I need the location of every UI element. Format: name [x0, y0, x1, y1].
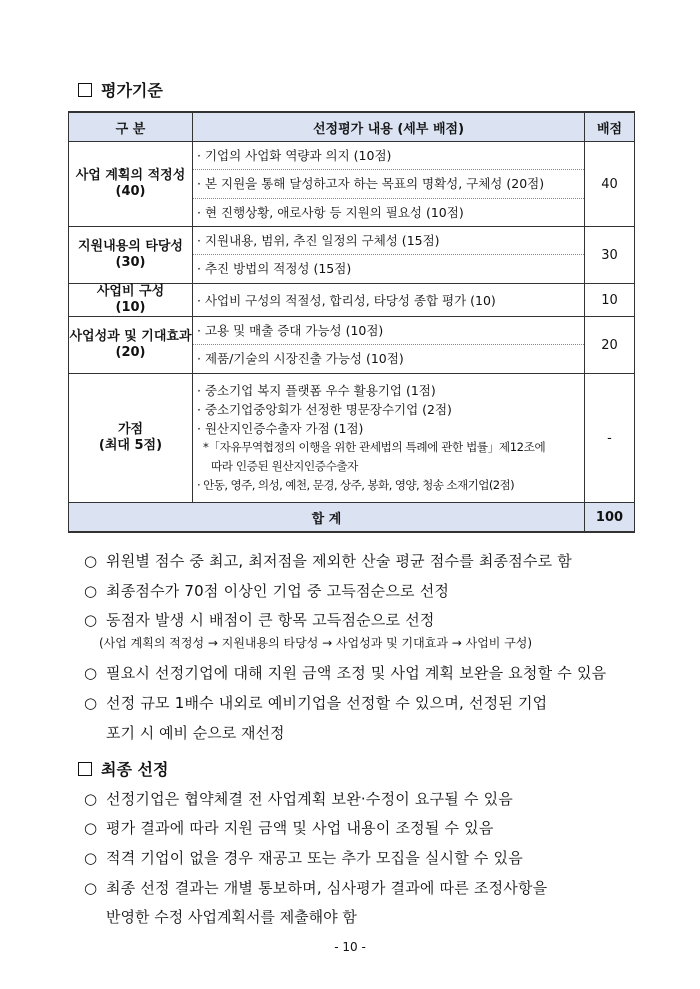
- header-content: 선정평가 내용 (세부 배점): [193, 112, 585, 142]
- row-items: [193, 284, 585, 317]
- criteria-bullet: ○ 필요시 선정기업에 대해 지원 금액 조정 및 사업 계획 보완을 요청할 수 있음: [84, 664, 607, 682]
- criteria-bullet: ○ 위원별 점수 중 최고, 최저점을 제외한 산술 평균 점수를 최종점수로 함: [84, 552, 572, 570]
- final-bullet: ○ 적격 기업이 없을 경우 재공고 또는 추가 모집을 실시할 수 있음: [84, 849, 523, 867]
- evaluation-table: [68, 111, 635, 533]
- row-category: 사업비 구성 (10): [69, 284, 193, 317]
- criteria-note: (사업 계획의 적정성 → 지원내용의 타당성 → 사업성과 및 기대효과 → 사업비 구성): [99, 636, 533, 650]
- criteria-bullet-cont: 포기 시 예비 순으로 재선정: [106, 724, 285, 742]
- header-category: 구 분: [69, 112, 193, 142]
- item: · 기업의 사업화 역량과 의지 (10점): [193, 142, 584, 170]
- bonus-note: 따라 인증된 원산지인증수출자: [211, 459, 358, 473]
- section-title-criteria: 평가기준: [78, 78, 163, 101]
- item: · 제품/기술의 시장진출 가능성 (10점): [197, 351, 404, 366]
- item: · 고용 및 매출 증대 가능성 (10점): [193, 317, 584, 345]
- item: · 사업비 구성의 적절성, 합리성, 타당성 종합 평가 (10): [197, 292, 496, 308]
- table-total-row: [69, 503, 635, 533]
- total-label: 합 계: [69, 503, 585, 533]
- bonus-list: [193, 374, 584, 502]
- bonus-note: *「자유무역협정의 이행을 위한 관세법의 특례에 관한 법률」제12조에: [203, 440, 546, 454]
- row-items: [193, 317, 585, 374]
- item: · 지원내용, 범위, 추진 일정의 구체성 (15점): [193, 227, 584, 255]
- table-row: [69, 227, 635, 284]
- row-category: 사업성과 및 기대효과 (20): [69, 317, 193, 374]
- row-items: [193, 374, 585, 503]
- bonus-line: · 중소기업중앙회가 선정한 명문장수기업 (2점): [197, 402, 452, 417]
- row-category: 가점 (최대 5점): [69, 374, 193, 503]
- page-number: - 10 -: [334, 940, 366, 954]
- section-title-final: 최종 선정: [78, 757, 168, 780]
- row-category: 지원내용의 타당성 (30): [69, 227, 193, 284]
- table-row: [69, 317, 635, 374]
- item: · 현 진행상황, 애로사항 등 지원의 필요성 (10점): [197, 205, 464, 220]
- criteria-bullet: ○ 동점자 발생 시 배점이 큰 항목 고득점순으로 선정: [84, 611, 435, 629]
- item: · 본 지원을 통해 달성하고자 하는 목표의 명확성, 구체성 (20점): [193, 170, 584, 199]
- table-row: [69, 142, 635, 227]
- criteria-bullet: ○ 최종점수가 70점 이상인 기업 중 고득점순으로 선정: [84, 582, 450, 600]
- bonus-line: · 중소기업 복지 플랫폼 우수 활용기업 (1점): [197, 383, 436, 398]
- table-row-bonus: [69, 374, 635, 503]
- row-items: [193, 142, 585, 227]
- final-bullet: ○ 최종 선정 결과는 개별 통보하며, 심사평가 결과에 따른 조정사항을: [84, 879, 548, 897]
- bonus-line: · 원산지인증수출자 가점 (1점): [197, 421, 364, 436]
- final-bullet: ○ 선정기업은 협약체결 전 사업계획 보완·수정이 요구될 수 있음: [84, 790, 513, 808]
- row-items: [193, 227, 585, 284]
- bonus-line: · 안동, 영주, 의성, 예천, 문경, 상주, 봉화, 영양, 청송 소재기업(2점): [197, 478, 515, 492]
- final-bullet-cont: 반영한 수정 사업계획서를 제출해야 함: [106, 908, 357, 926]
- row-score: 20: [585, 317, 635, 374]
- checkbox-square-icon: [78, 762, 92, 776]
- total-score: 100: [585, 503, 635, 533]
- row-category: 사업 계획의 적정성 (40): [69, 142, 193, 227]
- item: · 추진 방법의 적정성 (15점): [197, 261, 352, 276]
- criteria-bullet: ○ 선정 규모 1배수 내외로 예비기업을 선정할 수 있으며, 선정된 기업: [84, 694, 548, 712]
- row-score: -: [585, 374, 635, 503]
- row-score: 10: [585, 284, 635, 317]
- final-bullet: ○ 평가 결과에 따라 지원 금액 및 사업 내용이 조정될 수 있음: [84, 819, 494, 837]
- row-score: 30: [585, 227, 635, 284]
- header-score: 배점: [585, 112, 635, 142]
- table-row: [69, 284, 635, 317]
- checkbox-square-icon: [78, 83, 92, 97]
- table-header-row: [69, 112, 635, 142]
- row-score: 40: [585, 142, 635, 227]
